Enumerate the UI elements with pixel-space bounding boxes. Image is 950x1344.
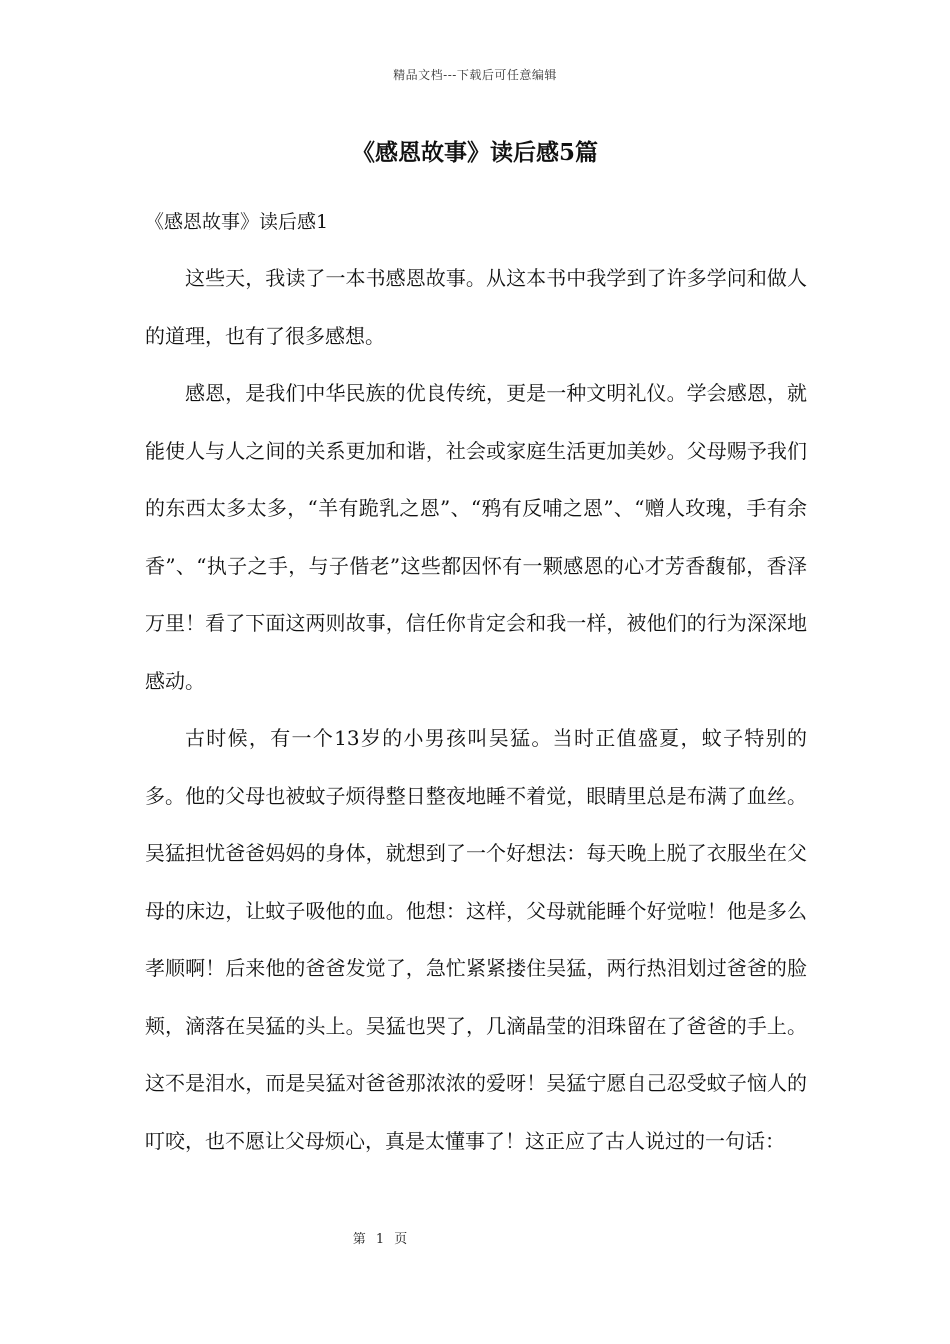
page-header: 精品文档---下载后可任意编辑: [393, 68, 557, 82]
paragraph-1: 这些天，我读了一本书感恩故事。从这本书中我学到了许多学问和做人的道理，也有了很多感想。: [145, 266, 807, 348]
paragraph-2: 感恩，是我们中华民族的优良传统，更是一种文明礼仪。学会感恩，就能使人与人之间的关系更加和谐，社会或家庭生活更加美妙。父母赐予我们的东西太多太多，“羊有跪乳之恩”、“鸦有反哺之恩”、“赠人玫瑰，手有余香”、“执子之手，与子偕老”这些都因怀有一颗感恩的心才芳香馥郁，香泽万里！看了下面这两则故事，信任你肯定会和我一样，被他们的行为深深地感动。: [145, 381, 807, 693]
page-footer: [0, 1228, 760, 1247]
page-number-suffix: 页: [394, 1232, 408, 1247]
section-heading: 《感恩故事》读后感1: [145, 211, 329, 233]
paragraph-3: 古时候，有一个13岁的小男孩叫吴猛。当时正值盛夏，蚊子特别的多。他的父母也被蚊子烦得整日整夜地睡不着觉，眼睛里总是布满了血丝。吴猛担忧爸爸妈妈的身体，就想到了一个好想法：每天晚上脱了衣服坐在父母的床边，让蚊子吸他的血。他想：这样，父母就能睡个好觉啦！他是多么孝顺啊！后来他的爸爸发觉了，急忙紧紧搂住吴猛，两行热泪划过爸爸的脸颊，滴落在吴猛的头上。吴猛也哭了，几滴晶莹的泪珠留在了爸爸的手上。这不是泪水，而是吴猛对爸爸那浓浓的爱呀！吴猛宁愿自己忍受蚊子恼人的叮咬，也不愿让父母烦心，真是太懂事了！这正应了古人说过的一句话：: [145, 726, 807, 1153]
document-body: [145, 250, 807, 1170]
document-title: 《感恩故事》读后感5篇: [351, 139, 598, 166]
page-number: 1: [375, 1232, 385, 1247]
page-number-prefix: 第: [352, 1232, 366, 1247]
